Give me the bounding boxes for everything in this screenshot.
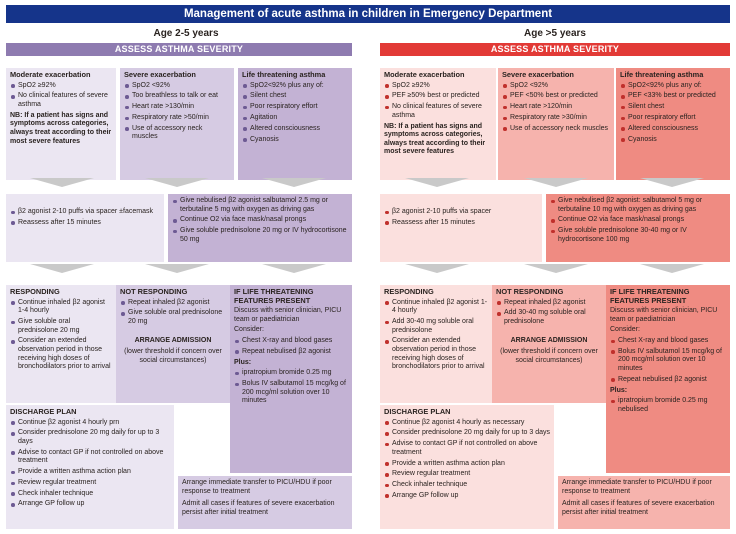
severe-exacerbation-left: [120, 68, 234, 180]
bullet-list: [620, 92, 726, 144]
list-item: No clinical features of severe asthma: [384, 103, 492, 120]
moderate-exacerbation-right: [380, 68, 496, 180]
list-item: Give soluble oral prednisolone 20 mg: [120, 309, 226, 326]
bullet-list: [496, 299, 602, 327]
list-item: Chest X-ray and blood gases: [610, 337, 726, 346]
bullet-list: [502, 82, 610, 134]
list-item: Review regular treatment: [10, 479, 170, 488]
list-item: Reassess after 15 minutes: [10, 219, 160, 228]
not-responding-heading: NOT RESPONDING: [496, 287, 564, 296]
life-threatening-present-left: [230, 285, 352, 473]
list-item: Arrange GP follow up: [10, 500, 170, 509]
life-threatening-present-right: [606, 285, 730, 473]
list-item: Add 30-40 mg soluble oral prednisolone: [496, 309, 602, 326]
page-title: Management of acute asthma in children in Emergency Department: [6, 5, 730, 23]
life-heading: Life threatening asthma: [242, 70, 326, 79]
discuss-text: Discuss with senior clinician, PICU team or paediatrician: [234, 307, 342, 323]
list-item: Cyanosis: [620, 136, 726, 145]
list-item: No clinical features of severe asthma: [10, 92, 112, 109]
list-item: Give soluble prednisolone 20 mg or IV hydrocortisone 50 mg: [172, 227, 348, 244]
list-item: Poor respiratory effort: [620, 114, 726, 123]
list-item: PEF <50% best or predicted: [502, 92, 610, 101]
list-item: Bolus IV salbutamol 15 mcg/kg of 200 mcg/ml solution over 10 minutes: [610, 348, 726, 374]
life-threatening-right: [616, 68, 730, 180]
age-header-over-5: Age >5 years: [524, 28, 586, 39]
list-item: Silent chest: [620, 103, 726, 112]
list-item: Use of accessory neck muscles: [502, 125, 610, 134]
bullet-list: [120, 299, 226, 327]
list-item: Review regular treatment: [384, 470, 550, 479]
list-item: Give nebulised β2 agonist: salbutamol 5 mg or terbutaline 10 mg with oxygen as driving gas: [550, 197, 726, 214]
list-item: SpO2 <92%: [124, 82, 230, 91]
treatment-moderate-right: [380, 194, 542, 262]
list-item: Altered consciousness: [242, 125, 348, 134]
plus-label: Plus:: [610, 386, 628, 394]
life-intro: SpO2<92% plus any of:: [242, 82, 348, 91]
life-threatening-left: [238, 68, 352, 180]
transfer-box-right: [558, 476, 730, 529]
bullet-list: [384, 208, 538, 227]
life-present-heading: IF LIFE THREATENING FEATURES PRESENT: [234, 287, 314, 305]
arrow-down: [145, 178, 209, 187]
arrange-admission: ARRANGE ADMISSION: [134, 336, 212, 344]
list-item: Continue β2 agonist 4 hourly prn: [10, 419, 170, 428]
admit-text: Admit all cases if features of severe exacerbation persist after initial treatment: [182, 500, 335, 516]
list-item: Respiratory rate >50/min: [124, 114, 230, 123]
not-responding-right: [492, 285, 606, 403]
nb-note: NB: If a patient has signs and symptoms across categories, always treat according to their most severe features: [384, 122, 486, 156]
list-item: Poor respiratory effort: [242, 103, 348, 112]
arrow-down: [524, 178, 588, 187]
list-item: Bolus IV salbutamol 15 mcg/kg of 200 mcg/ml solution over 10 minutes: [234, 380, 348, 406]
bullet-list: [384, 419, 550, 501]
consider-label: Consider:: [234, 326, 264, 334]
discuss-text: Discuss with senior clinician, PICU team or paediatrician: [610, 307, 718, 323]
list-item: Continue inhaled β2 agonist 1-4 hourly: [10, 299, 112, 316]
list-item: Repeat inhaled β2 agonist: [496, 299, 602, 308]
moderate-heading: Moderate exacerbation: [10, 70, 91, 79]
list-item: Chest X-ray and blood gases: [234, 337, 348, 346]
treatment-severe-left: [168, 194, 352, 262]
arrow-down: [405, 264, 469, 273]
list-item: Consider an extended observation period in those receiving high doses of bronchodilators prior to arrival: [384, 337, 488, 371]
bullet-list: [10, 299, 112, 372]
list-item: Consider prednisolone 20 mg daily for up to 3 days: [384, 429, 550, 438]
assess-severity-band-left: ASSESS ASTHMA SEVERITY: [6, 43, 352, 56]
responding-heading: RESPONDING: [10, 287, 60, 296]
list-item: Continue β2 agonist 4 hourly as necessary: [384, 419, 550, 428]
bullet-list: [172, 197, 348, 244]
list-item: Advise to contact GP if not controlled on above treatment: [10, 449, 170, 466]
transfer-text: Arrange immediate transfer to PICU/HDU if poor response to treatment: [182, 479, 332, 495]
consider-label: Consider:: [610, 326, 640, 334]
treatment-severe-right: [546, 194, 730, 262]
bullet-list: [234, 337, 348, 356]
list-item: ipratropium bromide 0.25 mg: [234, 369, 348, 378]
arrow-down: [262, 264, 326, 273]
list-item: ipratropium bromide 0.25 mg nebulised: [610, 397, 726, 414]
list-item: Altered consciousness: [620, 125, 726, 134]
list-item: Check inhaler technique: [384, 481, 550, 490]
bullet-list: [124, 82, 230, 142]
arrow-down: [262, 178, 326, 187]
bullet-list: [384, 299, 488, 372]
discharge-heading: DISCHARGE PLAN: [384, 407, 451, 416]
list-item: Too breathless to talk or eat: [124, 92, 230, 101]
life-present-heading: IF LIFE THREATENING FEATURES PRESENT: [610, 287, 690, 305]
nb-note: NB: If a patient has signs and symptoms across categories, always treat according to their most severe features: [10, 111, 112, 145]
list-item: Reassess after 15 minutes: [384, 219, 538, 228]
list-item: Provide a written asthma action plan: [384, 460, 550, 469]
arrow-down: [30, 178, 94, 187]
list-item: Consider prednisolone 20 mg daily for up to 3 days: [10, 429, 170, 446]
moderate-exacerbation-left: [6, 68, 116, 180]
responding-right: [380, 285, 492, 403]
arrow-down: [30, 264, 94, 273]
arrow-down: [640, 264, 704, 273]
transfer-box-left: [178, 476, 352, 529]
bullet-list: [10, 208, 160, 227]
list-item: Consider an extended observation period in those receiving high doses of bronchodilators prior to arrival: [10, 337, 112, 371]
list-item: Use of accessory neck muscles: [124, 125, 230, 142]
list-item: PEF ≥50% best or predicted: [384, 92, 492, 101]
list-item: Advise to contact GP if not controlled on above treatment: [384, 440, 550, 457]
bullet-list: [610, 397, 726, 414]
list-item: Continue inhaled β2 agonist 1-4 hourly: [384, 299, 488, 316]
list-item: Respiratory rate >30/min: [502, 114, 610, 123]
treatment-moderate-left: [6, 194, 164, 262]
bullet-list: [384, 82, 492, 121]
list-item: Heart rate >130/min: [124, 103, 230, 112]
arrange-admission: ARRANGE ADMISSION: [510, 336, 588, 344]
discharge-plan-right: [380, 405, 554, 529]
list-item: Add 30-40 mg soluble oral prednisolone: [384, 318, 488, 335]
plus-label: Plus:: [234, 358, 252, 366]
list-item: Agitation: [242, 114, 348, 123]
severe-exacerbation-right: [498, 68, 614, 180]
arrow-down: [405, 178, 469, 187]
list-item: Cyanosis: [242, 136, 348, 145]
life-heading: Life threatening asthma: [620, 70, 704, 79]
moderate-heading: Moderate exacerbation: [384, 70, 465, 79]
arrow-down: [524, 264, 588, 273]
discharge-plan-left: [6, 405, 174, 529]
assess-severity-band-right: ASSESS ASTHMA SEVERITY: [380, 43, 730, 56]
list-item: Continue O2 via face mask/nasal prongs: [550, 216, 726, 225]
list-item: Give soluble oral prednisolone 20 mg: [10, 318, 112, 335]
responding-left: [6, 285, 116, 403]
list-item: Heart rate >120/min: [502, 103, 610, 112]
admit-text: Admit all cases if features of severe exacerbation persist after initial treatment: [562, 500, 715, 516]
responding-heading: RESPONDING: [384, 287, 434, 296]
arrow-down: [145, 264, 209, 273]
list-item: Repeat inhaled β2 agonist: [120, 299, 226, 308]
list-item: Silent chest: [242, 92, 348, 101]
list-item: Give nebulised β2 agonist salbutamol 2.5 mg or terbutaline 5 mg with oxygen as driving gas: [172, 197, 348, 214]
list-item: PEF <33% best or predicted: [620, 92, 726, 101]
list-item: Give soluble prednisolone 30-40 mg or IV hydrocortisone 100 mg: [550, 227, 726, 244]
list-item: SpO2 <92%: [502, 82, 610, 91]
list-item: Repeat nebulised β2 agonist: [610, 376, 726, 385]
discharge-heading: DISCHARGE PLAN: [10, 407, 77, 416]
not-responding-heading: NOT RESPONDING: [120, 287, 188, 296]
list-item: SpO2 ≥92%: [384, 82, 492, 91]
transfer-text: Arrange immediate transfer to PICU/HDU if poor response to treatment: [562, 479, 712, 495]
list-item: Continue O2 via face mask/nasal prongs: [172, 216, 348, 225]
list-item: SpO2 ≥92%: [10, 82, 112, 91]
age-header-2-5: Age 2-5 years: [153, 28, 219, 39]
list-item: Arrange GP follow up: [384, 492, 550, 501]
severe-heading: Severe exacerbation: [502, 70, 574, 79]
list-item: Check inhaler technique: [10, 490, 170, 499]
bullet-list: [610, 337, 726, 384]
bullet-list: [550, 197, 726, 244]
bullet-list: [234, 369, 348, 406]
list-item: Repeat nebulised β2 agonist: [234, 348, 348, 357]
life-intro: SpO2<92% plus any of:: [620, 82, 726, 91]
bullet-list: [10, 82, 112, 110]
arrow-down: [640, 178, 704, 187]
list-item: β2 agonist 2-10 puffs via spacer ±facemask: [10, 208, 160, 217]
admission-note: (lower threshold if concern over social circumstances): [500, 348, 598, 364]
not-responding-left: [116, 285, 230, 403]
list-item: Provide a written asthma action plan: [10, 468, 170, 477]
bullet-list: [10, 419, 170, 509]
list-item: β2 agonist 2-10 puffs via spacer: [384, 208, 538, 217]
admission-note: (lower threshold if concern over social circumstances): [124, 348, 222, 364]
bullet-list: [242, 92, 348, 144]
severe-heading: Severe exacerbation: [124, 70, 196, 79]
